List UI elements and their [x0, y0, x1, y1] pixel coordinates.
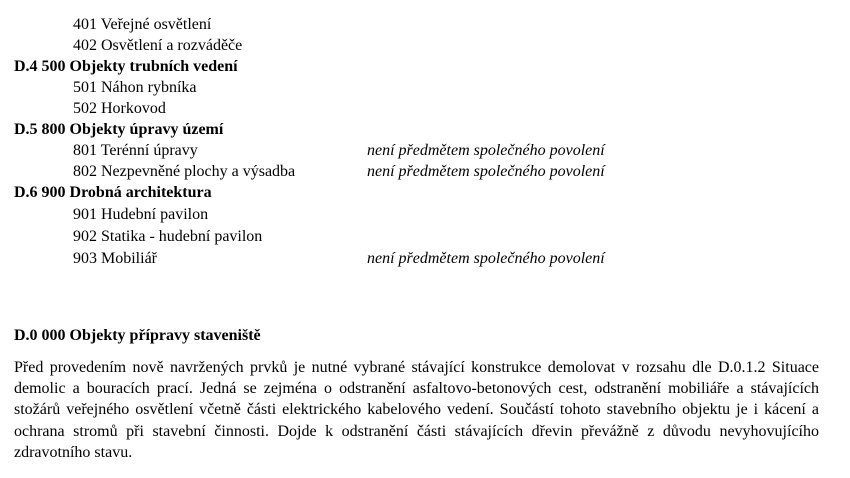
item-label: 501 Náhon rybníka	[73, 79, 197, 96]
item-label: 802 Nezpevněné plochy a výsadba	[73, 163, 296, 180]
heading-label: D.5 800 Objekty úpravy území	[14, 121, 224, 138]
item-label: 401 Veřejné osvětlení	[73, 16, 212, 33]
section-title: D.0 000 Objekty přípravy staveniště	[14, 327, 261, 344]
item-label: 402 Osvětlení a rozváděče	[73, 37, 243, 54]
heading-label: D.4 500 Objekty trubních vedení	[14, 58, 238, 75]
item-label: 502 Horkovod	[73, 100, 166, 117]
item-label: 903 Mobiliář	[73, 250, 157, 267]
item-label: 901 Hudební pavilon	[73, 206, 209, 223]
heading-label: D.6 900 Drobná architektura	[14, 184, 212, 201]
item-note: není předmětem společného povolení	[367, 163, 605, 180]
section-paragraph: Před provedením nově navržených prvků je nutné vybrané stávající konstrukce demolovat v rozsahu dle D.0.1.2 Situace demolic a bouracích prací. Jedná se zejména o odstranění asfaltovo-betonových cest, odstranění mobiliáře a stávajících stožárů veřejného osvětlení včetně části elektrického kabelového vedení. Součástí tohoto stavebního objektu je i kácení a ochrana stromů při stavební činnosti. Dojde k odstranění části stávajících dřevin převážně z důvodu nevyhovujícího zdravotního stavu.	[14, 359, 819, 461]
item-label: 902 Statika - hudební pavilon	[73, 228, 263, 245]
item-note: není předmětem společného povolení	[367, 250, 605, 267]
item-note: není předmětem společného povolení	[367, 142, 605, 159]
item-label: 801 Terénní úpravy	[73, 142, 198, 159]
